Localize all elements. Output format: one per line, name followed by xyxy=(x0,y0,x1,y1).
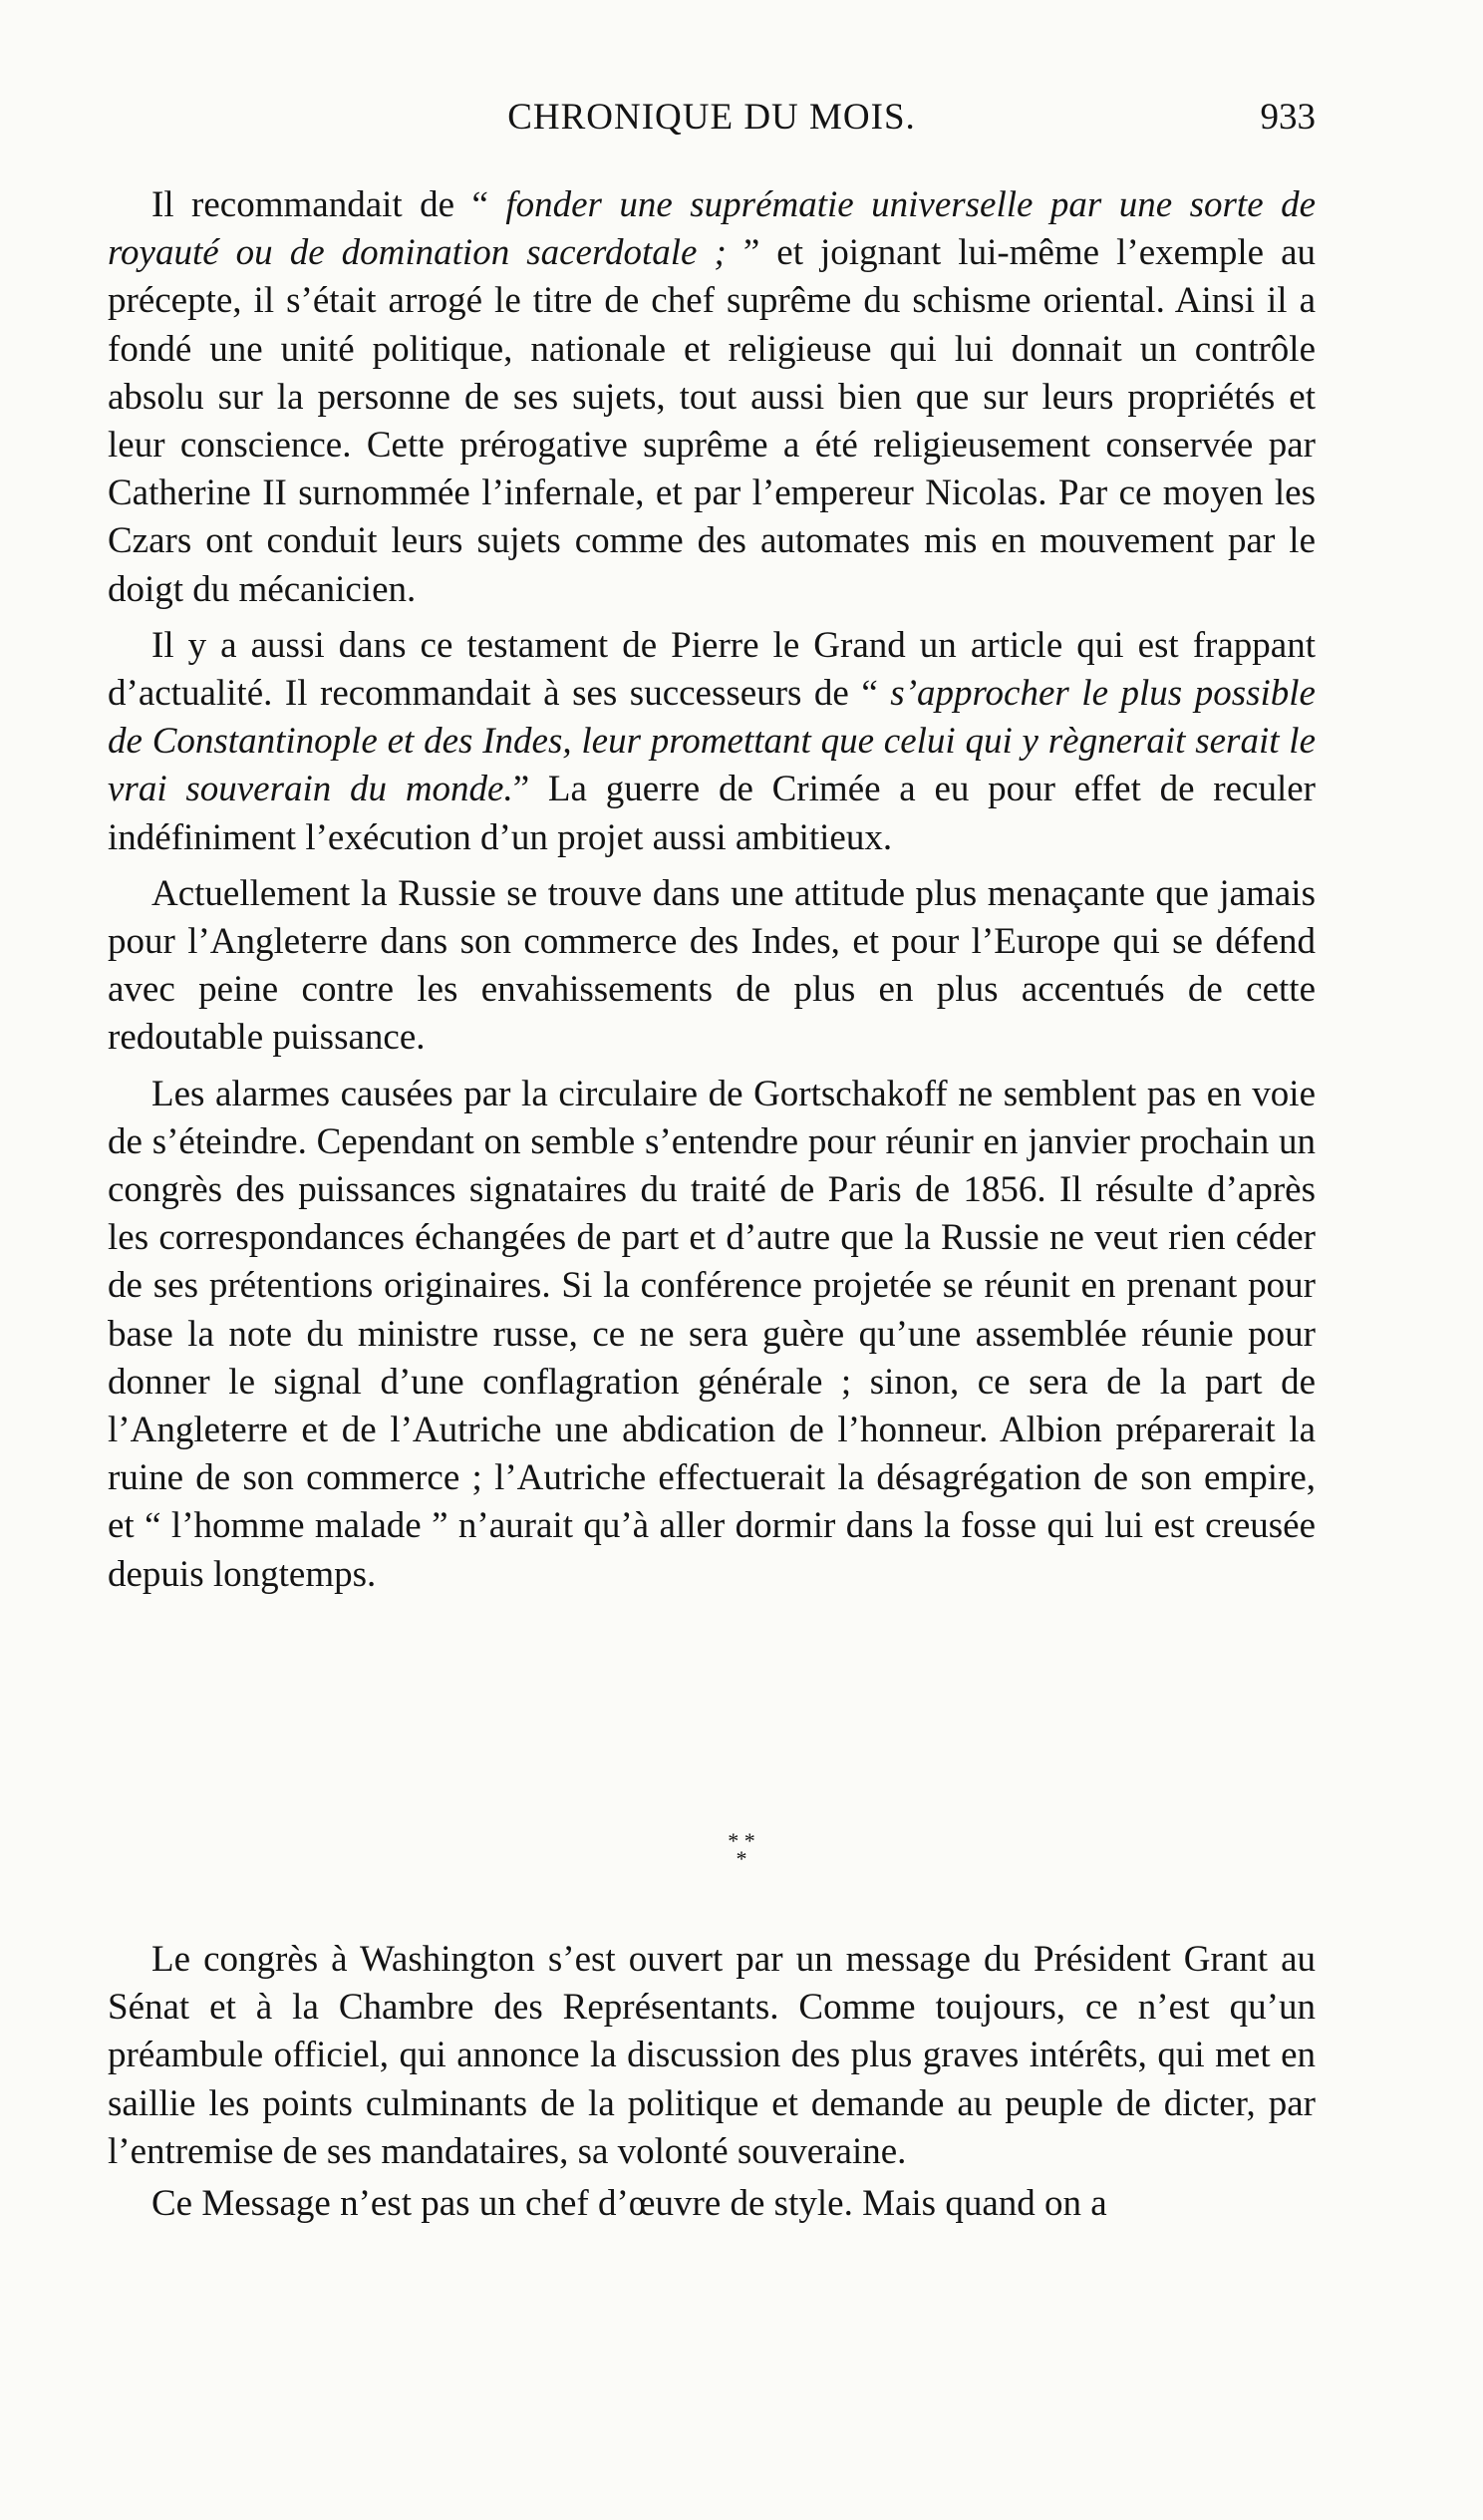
body-text xyxy=(108,181,1316,1607)
page-number: 933 xyxy=(1260,97,1316,138)
paragraph: Il recommandait de “ fonder une suprématie universelle par une sorte de royauté ou de domination sacerdotale ; ” et joignant lui-même l’exemple au précepte, il s’était arrogé le titre de chef suprême du schisme oriental. Ainsi il a fondé une unité politique, nationale et religieuse qui lui donnait un contrôle absolu sur la personne de ses sujets, tout aussi bien que sur leurs propriétés et leur conscience. Cette prérogative suprême a été religieusement conservée par Catherine II surnommée l’infernale, et par l’empereur Nicolas. Par ce moyen les Czars ont conduit leurs sujets comme des automates mis en mouvement par le doigt du mécanicien. xyxy=(108,184,1316,610)
running-title: CHRONIQUE DU MOIS. xyxy=(507,97,916,138)
paragraph: Le congrès à Washington s’est ouvert par un message du Président Grant au Sénat et à la Chambre des Représentants. Comme toujours, ce n’est qu’un préambule officiel, qui annonce la discussion des plus graves intérêts, qui met en saillie les points culminants de la politique et demande au peuple de dicter, par l’entremise de ses mandataires, sa volonté souveraine. xyxy=(108,1939,1316,2172)
page-header xyxy=(108,96,1316,156)
paragraph: Il y a aussi dans ce testament de Pierre le Grand un article qui est frappant d’actualité. Il recommandait à ses successeurs de “ s’approcher le plus possible de Constantinople et des Indes, leur promettant que celui qui y règnerait serait le vrai souverain du monde.” La guerre de Crimée a eu pour effet de reculer indéfiniment l’exécution d’un projet aussi ambitieux. xyxy=(108,624,1316,858)
paragraph: Les alarmes causées par la circulaire de Gortschakoff ne semblent pas en voie de s’éteindre. Cependant on semble s’entendre pour réunir en janvier prochain un congrès des puissances signataires du traité de Paris de 1856. Il résulte d’après les correspondances échangées de part et d’autre que la Russie ne veut rien céder de ses prétentions originaires. Si la conférence projetée se réunit en prenant pour base la note du ministre russe, ce ne sera guère qu’une assemblée réunie pour donner le signal d’une conflagration générale ; sinon, ce sera de la part de l’Angleterre et de l’Autriche une abdication de l’honneur. Albion préparerait la ruine de son commerce ; l’Autriche effectuerait la désagrégation de son empire, et “ l’homme malade ” n’aurait qu’à aller dormir dans la fosse qui lui est creusée depuis longtemps. xyxy=(108,1073,1316,1595)
paragraph: Ce Message n’est pas un chef d’œuvre de style. Mais quand on a xyxy=(151,2183,1107,2225)
section-separator: * * * xyxy=(728,1828,755,1871)
body-text-section-2 xyxy=(108,1936,1316,2232)
paragraph: Actuellement la Russie se trouve dans une attitude plus menaçante que jamais pour l’Angleterre dans son commerce des Indes, et pour l’Europe qui se défend avec peine contre les envahissements de plus en plus accentués de cette redoutable puissance. xyxy=(108,872,1316,1059)
